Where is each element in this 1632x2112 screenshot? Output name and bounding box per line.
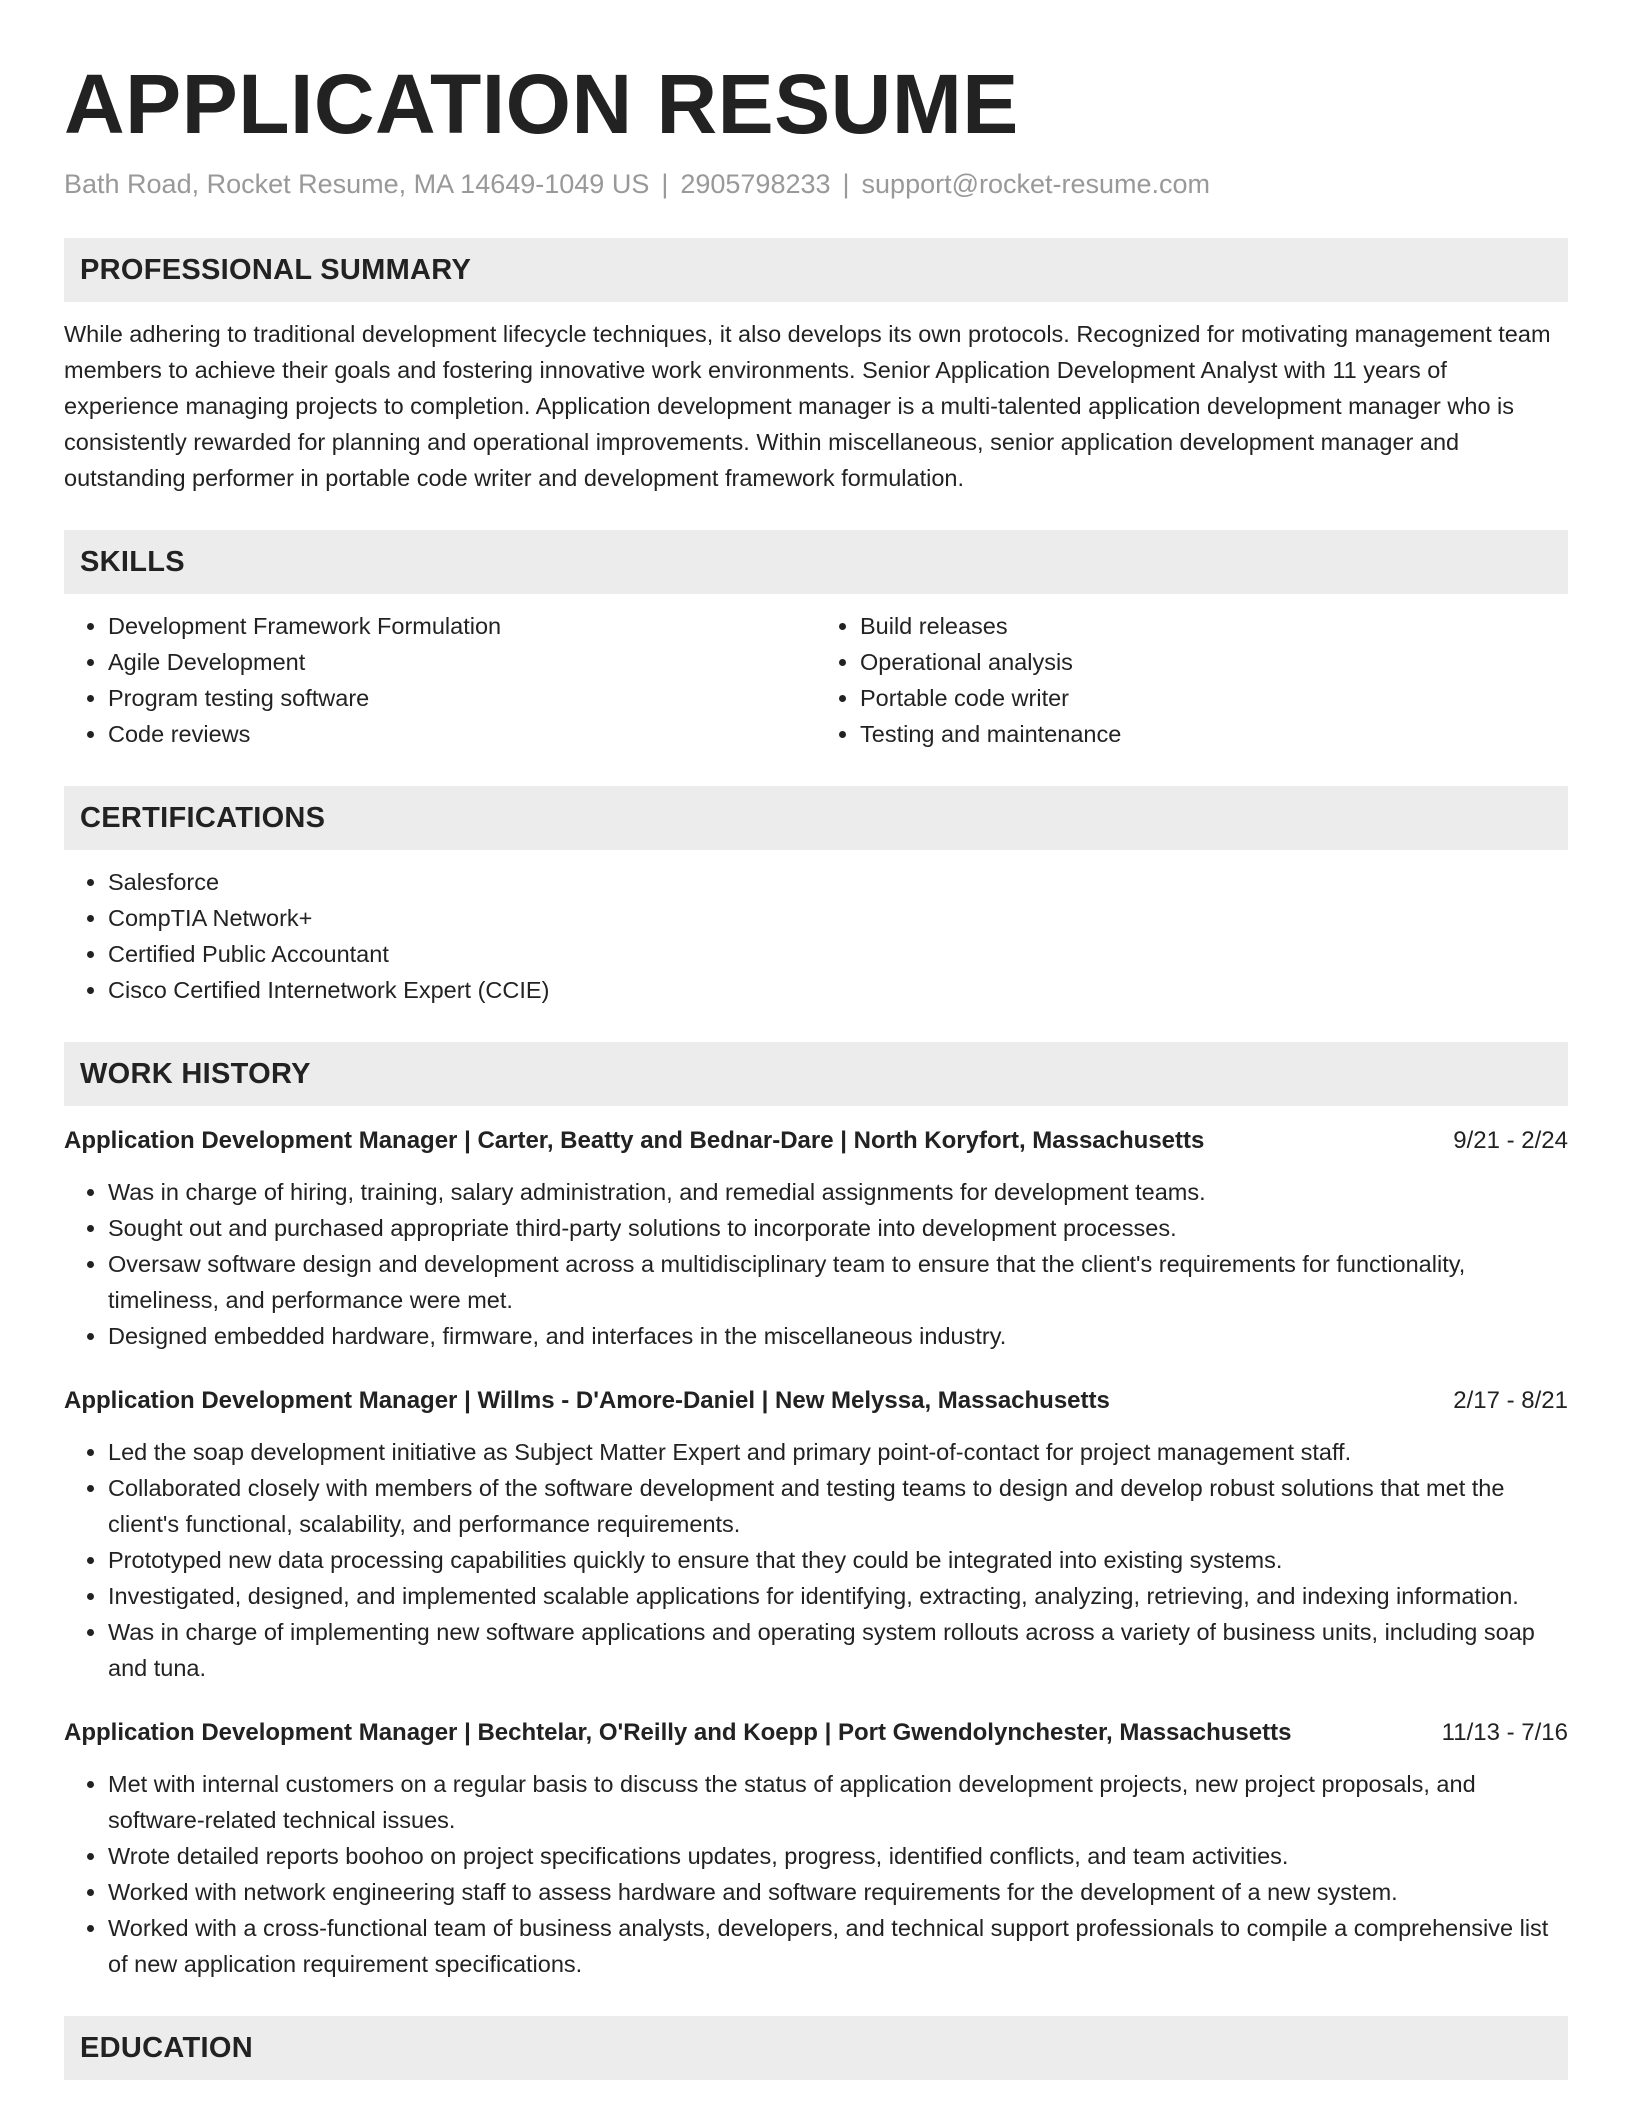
job-entry [64,1716,1568,1982]
summary-text: While adhering to traditional development lifecycle techniques, it also develops its own protocols. Recognized for motivating management team members to achieve their goals and fostering innovative work environments. Senior Application Development Analyst with 11 years of experience managing projects to completion. Application development manager is a multi-talented application development manager who is consistently rewarded for planning and operational improvements. Within miscellaneous, senior application development manager and outstanding performer in portable code writer and development framework formulation. [64,321,1551,491]
skill-item: • Portable code writer [860,680,1568,716]
job-bullet: • Was in charge of implementing new software applications and operating system rollouts across a variety of business units, including soap and tuna. [108,1614,1568,1686]
certifications-heading: CERTIFICATIONS [64,786,1568,850]
education-heading: EDUCATION [64,2016,1568,2080]
job-bullets [64,1434,1568,1686]
skill-item: • Code reviews [108,716,816,752]
resume-page [64,56,1568,2080]
certification-item: • Certified Public Accountant [108,936,1568,972]
job-dates: 9/21 - 2/24 [1453,1127,1568,1154]
job-bullet: • Designed embedded hardware, firmware, and interfaces in the miscellaneous industry. [108,1318,1568,1354]
skills-column-right [816,608,1568,752]
summary-heading: PROFESSIONAL SUMMARY [64,238,1568,302]
job-bullet: • Sought out and purchased appropriate third-party solutions to incorporate into development processes. [108,1210,1568,1246]
skill-item: • Development Framework Formulation [108,608,816,644]
job-entry [64,1384,1568,1686]
work-history-heading: WORK HISTORY [64,1042,1568,1106]
job-bullet: • Worked with a cross-functional team of business analysts, developers, and technical support professionals to compile a comprehensive list of new application requirement specifications. [108,1910,1568,1982]
certification-item: • Cisco Certified Internetwork Expert (CCIE) [108,972,1568,1008]
job-title: Application Development Manager | Willms - D'Amore-Daniel | New Melyssa, Massachusetts [64,1387,1110,1414]
certification-item: • CompTIA Network+ [108,900,1568,936]
job-dates: 2/17 - 8/21 [1453,1387,1568,1414]
job-bullets [64,1174,1568,1354]
job-bullet: • Led the soap development initiative as Subject Matter Expert and primary point-of-contact for project management staff. [108,1434,1568,1470]
contact-line [64,166,1568,202]
contact-phone: 2905798233 [680,169,831,199]
job-bullet: • Wrote detailed reports boohoo on project specifications updates, progress, identified conflicts, and team activities. [108,1838,1568,1874]
certification-item: • Salesforce [108,864,1568,900]
job-bullet: • Met with internal customers on a regular basis to discuss the status of application development projects, new project proposals, and software-related technical issues. [108,1766,1568,1838]
job-bullet: • Collaborated closely with members of the software development and testing teams to design and develop robust solutions that met the client's functional, scalability, and performance requirements. [108,1470,1568,1542]
resume-name: APPLICATION RESUME [64,57,1019,151]
job-bullet: • Was in charge of hiring, training, salary administration, and remedial assignments for development teams. [108,1174,1568,1210]
skills-list [64,608,1568,752]
contact-separator: | [842,169,850,199]
skill-item: • Program testing software [108,680,816,716]
job-bullet: • Prototyped new data processing capabilities quickly to ensure that they could be integrated into existing systems. [108,1542,1568,1578]
job-header [64,1124,1568,1158]
job-header [64,1716,1568,1750]
job-bullet: • Investigated, designed, and implemented scalable applications for identifying, extracting, analyzing, retrieving, and indexing information. [108,1578,1568,1614]
job-dates: 11/13 - 7/16 [1441,1719,1568,1746]
job-bullet: • Worked with network engineering staff to assess hardware and software requirements for the development of a new system. [108,1874,1568,1910]
skills-column-left [64,608,816,752]
skill-item: • Build releases [860,608,1568,644]
job-title: Application Development Manager | Bechtelar, O'Reilly and Koepp | Port Gwendolynchester, Massachusetts [64,1719,1292,1746]
certifications-list [64,864,1568,1008]
job-title: Application Development Manager | Carter, Beatty and Bednar-Dare | North Koryfort, Massachusetts [64,1127,1205,1154]
skill-item: • Agile Development [108,644,816,680]
contact-separator: | [661,169,669,199]
contact-address: Bath Road, Rocket Resume, MA 14649-1049 US [64,169,650,199]
skill-item: • Testing and maintenance [860,716,1568,752]
job-header [64,1384,1568,1418]
job-bullets [64,1766,1568,1982]
job-entry [64,1124,1568,1354]
job-bullet: • Oversaw software design and development across a multidisciplinary team to ensure that the client's requirements for functionality, timeliness, and performance were met. [108,1246,1568,1318]
skills-heading: SKILLS [64,530,1568,594]
skill-item: • Operational analysis [860,644,1568,680]
contact-email: support@rocket-resume.com [861,169,1211,199]
